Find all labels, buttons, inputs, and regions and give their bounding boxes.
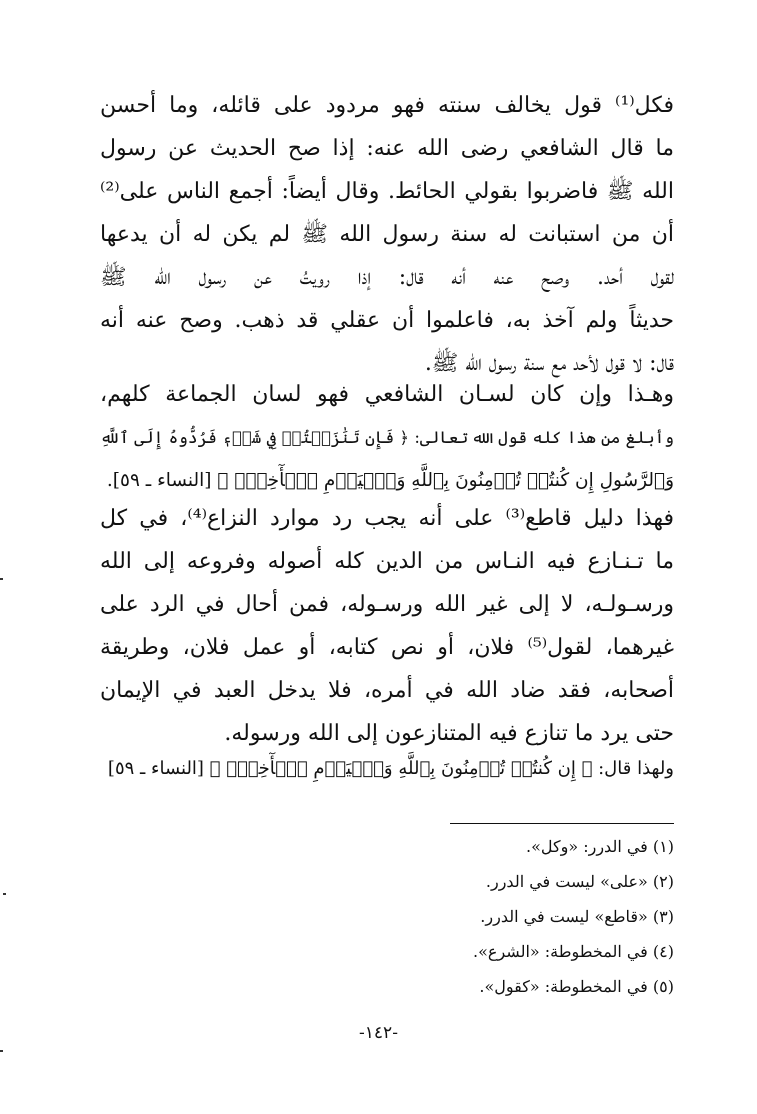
footnote: (٢) «على» ليست في الدرر.: [485, 872, 674, 891]
footnotes: [300, 829, 674, 1004]
quran-verse-line: وَٱلرَّسُولِ إِن كُنتُمۡ تُؤۡمِنُونَ بِٱللَّهِ وَٱلۡيَوۡمِ ٱلۡأٓخِرِۚ ﴾ [النساء ـ ٥٩].: [106, 470, 674, 491]
paragraph-4: [100, 747, 674, 790]
text-line: أن من استبانت له سنة رسول الله ﷺ لم يكن له أن يدعها: [100, 222, 674, 247]
scan-speck: [0, 1050, 3, 1052]
quran-verse-line: ولهذا قال: ﴿ إِن كُنتُمۡ تُؤۡمِنُونَ بِٱللَّهِ وَٱلۡيَوۡمِ ٱلۡأٓخِرِۚ ﴾ [النساء ـ ٥٩]: [107, 758, 674, 779]
footnote: (٤) في المخطوطة: «الشرع».: [473, 942, 674, 961]
footnote: (١) في الدرر: «وكل».: [525, 837, 674, 856]
scan-speck: [3, 893, 6, 895]
quran-verse-line: وأبلغ من هذا كله قول الله تعالى: ﴿ فَإِن تَنَٰزَعۡتُمۡ فِي شَيۡءٖ فَرُدُّوهُ إِلَى ٱللَّهِ: [100, 428, 674, 447]
text-line: فهذا دليل قاطع⁽³⁾ على أنه يجب رد موارد النزاع⁽⁴⁾، في كل: [100, 506, 674, 531]
text-line: غيرهما، لقول⁽⁵⁾ فلان، أو نص كتابه، أو عمل فلان، وطريقة: [100, 635, 674, 660]
text-line: الله ﷺ فاضربوا بقولي الحائط. وقال أيضاً: أجمع الناس على⁽²⁾: [100, 179, 674, 204]
paragraph-2: [100, 373, 674, 502]
text-line: فكل⁽¹⁾ قول يخالف سنته فهو مردود على قائله، وما أحسن: [100, 93, 674, 118]
text-line: ما قال الشافعي رضى الله عنه: إذا صح الحديث عن رسول: [100, 136, 674, 161]
page-number: -١٤٢-: [359, 1023, 398, 1043]
text-line: حديثاً ولم آخذ به، فاعلموا أن عقلي قد ذهب. وصح عنه أنه: [100, 308, 674, 333]
text-line: قال: لا قول لأحد مع سنة رسول الله ﷺ.: [424, 351, 674, 376]
footnote-divider: [450, 823, 674, 824]
paragraph-3: [100, 497, 674, 755]
paragraph-1: [100, 84, 674, 385]
scan-speck: [0, 578, 3, 580]
text-line: أصحابه، فقد ضاد الله في أمره، فلا يدخل العبد في الإيمان: [100, 678, 674, 703]
text-line: وهـذا وإن كان لسـان الشافعي فهو لسان الجماعة كلهم،: [100, 382, 674, 407]
text-line: ما تـنـازع فيه النـاس من الدين كله أصوله وفروعه إلى الله: [100, 549, 674, 574]
text-line: ورسـولـه، لا إلى غير الله ورسـوله، فمن أحال في الرد على: [100, 592, 674, 617]
footnote: (٥) في المخطوطة: «كقول».: [479, 977, 674, 996]
text-line: لقول أحد. وصح عنه أنه قال: إذا رويتُ عن رسول الله ﷺ: [100, 265, 674, 290]
text-line: حتى يرد ما تنازع فيه المتنازعون إلى الله ورسوله.: [224, 721, 674, 746]
footnote: (٣) «قاطع» ليست في الدرر.: [480, 907, 674, 926]
